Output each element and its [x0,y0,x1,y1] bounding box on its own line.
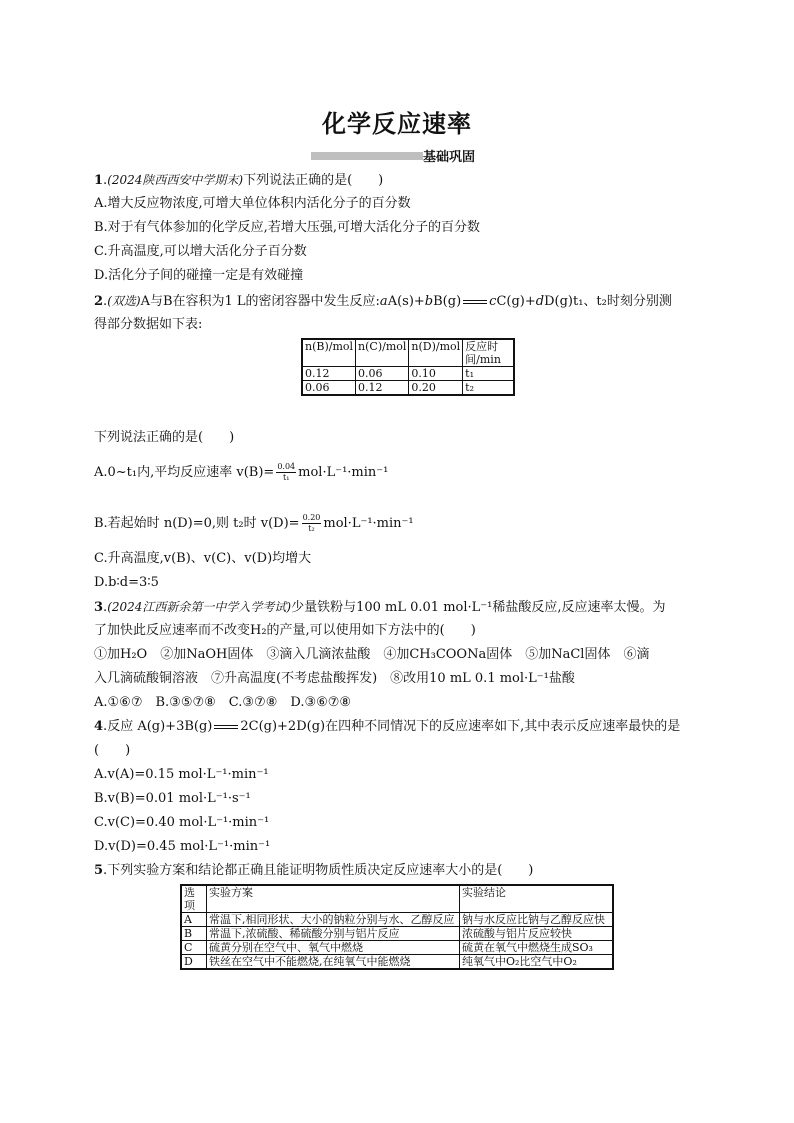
q2-source: (双选) [107,294,141,308]
q3-line2: 了加快此反应速率而不改变H₂的产量,可以使用如下方法中的( ) [94,623,476,638]
table-header-cell: 实验方案 [207,885,460,913]
table-cell: 0.20 [409,381,463,396]
table-cell: 0.12 [302,367,356,381]
q3-text: 少量铁粉与100 mL 0.01 mol·L⁻¹稀盐酸反应,反应速率太慢。为 [291,600,666,615]
table-cell: 常温下,浓硫酸、稀硫酸分别与铝片反应 [207,927,460,941]
q4-paren: ( ) [94,743,131,758]
table-row [181,913,613,927]
q2-equation: aA(s)+bB(g) cC(g)+dD(g) [379,294,573,309]
table-row [181,927,613,941]
q4-stem: 4.反应 A(g)+3B(g) 2C(g)+2D(g)在四种不同情况下的反应速率如下,其中表示反应速率最快的是 [94,719,681,734]
q4-text-b: 2C(g)+2D(g)在四种不同情况下的反应速率如下,其中表示反应速率最快的是 [240,719,681,734]
q1-option-a: A.增大反应物浓度,可增大单位体积内活化分子的百分数 [94,196,411,211]
table-header-cell: 选项 [181,885,207,913]
table-cell: B [181,927,207,941]
fraction-numerator: 0.20 [302,513,321,522]
q2-option-b [94,513,414,534]
table-header-row [302,339,514,367]
table-cell: 铁丝在空气中不能燃烧,在纯氧气中能燃烧 [207,955,460,970]
fraction [276,462,296,483]
table-cell: 纯氧气中O₂比空气中O₂ [460,955,614,970]
q2-option-c: C.升高温度,v(B)、v(C)、v(D)均增大 [94,551,312,566]
q4-option-a: A.v(A)=0.15 mol·L⁻¹·min⁻¹ [94,767,269,782]
q2-stem-text-b: t₁、t₂时刻分别测 [572,294,672,309]
q3-line4: 入几滴硫酸铜溶液 ⑦升高温度(不考虑盐酸挥发) ⑧改用10 mL 0.1 mol·L⁻¹盐酸 [94,671,575,686]
q1-question: 下列说法正确的是( ) [243,173,384,188]
q1-option-c: C.升高温度,可以增大活化分子百分数 [94,244,307,259]
q3-source: (2024江西新余第一中学入学考试) [107,600,292,614]
unit: mol·L⁻¹·min⁻¹ [323,516,414,531]
table-cell: 常温下,相同形状、大小的钠粒分别与水、乙醇反应 [207,913,460,927]
q2-number: 2 [94,294,104,309]
table-cell: 钠与水反应比钠与乙醇反应快 [460,913,614,927]
table-cell: 硫黄在氧气中燃烧生成SO₃ [460,941,614,955]
table-row [181,955,613,970]
equilibrium-arrow-icon [463,300,487,304]
q2-option-d: D.b∶d=3∶5 [94,575,159,590]
table-cell: 0.06 [356,367,409,381]
q5-text: 下列实验方案和结论都正确且能证明物质性质决定反应速率大小的是( ) [107,863,534,878]
table-header-row [181,885,613,913]
q2-option-b-text: B.若起始时 n(D)=0,则 t₂时 v(D)= [94,516,300,531]
q3-choices: A.①⑥⑦ B.③⑤⑦⑧ C.③⑦⑧ D.③⑥⑦⑧ [94,695,352,710]
q3-stem: 3.(2024江西新余第一中学入学考试)少量铁粉与100 mL 0.01 mol·L⁻¹稀盐酸反应,反应速率太慢。为 [94,600,666,615]
q2-stem-c: 得部分数据如下表: [94,317,203,332]
q1-source: (2024陕西西安中学期末) [107,173,244,187]
q1-option-b: B.对于有气体参加的化学反应,若增大压强,可增大活化分子的百分数 [94,220,480,235]
table-cell: 0.10 [409,367,463,381]
equilibrium-arrow-icon [214,725,238,729]
table-header-cell: 反应时间/min [463,339,515,367]
table-cell: 浓硫酸与铝片反应较快 [460,927,614,941]
table-cell: 硫黄分别在空气中、氧气中燃烧 [207,941,460,955]
q1-option-d: D.活化分子间的碰撞一定是有效碰撞 [94,268,304,283]
table-cell: 0.12 [356,381,409,396]
table-row [181,941,613,955]
q5-stem: 5.下列实验方案和结论都正确且能证明物质性质决定反应速率大小的是( ) [94,863,534,878]
page-title: 化学反应速率 [322,110,472,138]
table-cell: C [181,941,207,955]
q1-number: 1 [94,173,104,188]
fraction-denominator: t₁ [283,473,290,482]
section-label: 基础巩固 [423,150,476,165]
q5-table [180,884,614,970]
table-cell: D [181,955,207,970]
fraction-denominator: t₂ [308,524,315,533]
table-header-cell: n(D)/mol [409,339,463,367]
q3-number: 3 [94,600,104,615]
fraction-numerator: 0.04 [277,462,296,471]
table-cell: t₁ [463,367,515,381]
table-header-cell: 实验结论 [460,885,614,913]
q2-stem-text: A与B在容积为1 L的密闭容器中发生反应: [140,294,380,309]
q2-option-a-text: A.0~t₁内,平均反应速率 v(B)= [94,465,275,480]
q4-text-a: 反应 A(g)+3B(g) [107,719,213,734]
q4-option-b: B.v(B)=0.01 mol·L⁻¹·s⁻¹ [94,791,251,806]
table-cell: A [181,913,207,927]
table-cell: 0.06 [302,381,356,396]
q4-number: 4 [94,719,104,734]
section-bar [311,152,423,160]
q5-number: 5 [94,863,104,878]
q4-option-d: D.v(D)=0.45 mol·L⁻¹·min⁻¹ [94,839,271,854]
table-header-cell: n(B)/mol [302,339,356,367]
q2-option-a [94,462,388,483]
table-cell: t₂ [463,381,515,396]
q2-ask: 下列说法正确的是( ) [94,430,235,445]
q2-stem: 2.(双选)A与B在容积为1 L的密闭容器中发生反应:aA(s)+bB(g) cC(g)+dD(g)t₁、t₂时刻分别测 [94,294,672,309]
q3-line3: ①加H₂O ②加NaOH固体 ③滴入几滴浓盐酸 ④加CH₃COONa固体 ⑤加NaCl固体 ⑥滴 [94,647,650,662]
unit: mol·L⁻¹·min⁻¹ [298,465,389,480]
q4-option-c: C.v(C)=0.40 mol·L⁻¹·min⁻¹ [94,815,270,830]
table-row [302,381,514,396]
table-row [302,367,514,381]
table-header-cell: n(C)/mol [356,339,409,367]
q2-data-table [301,338,515,396]
fraction [302,513,322,534]
q1-stem: 1.(2024陕西西安中学期末)下列说法正确的是( ) [94,173,384,188]
